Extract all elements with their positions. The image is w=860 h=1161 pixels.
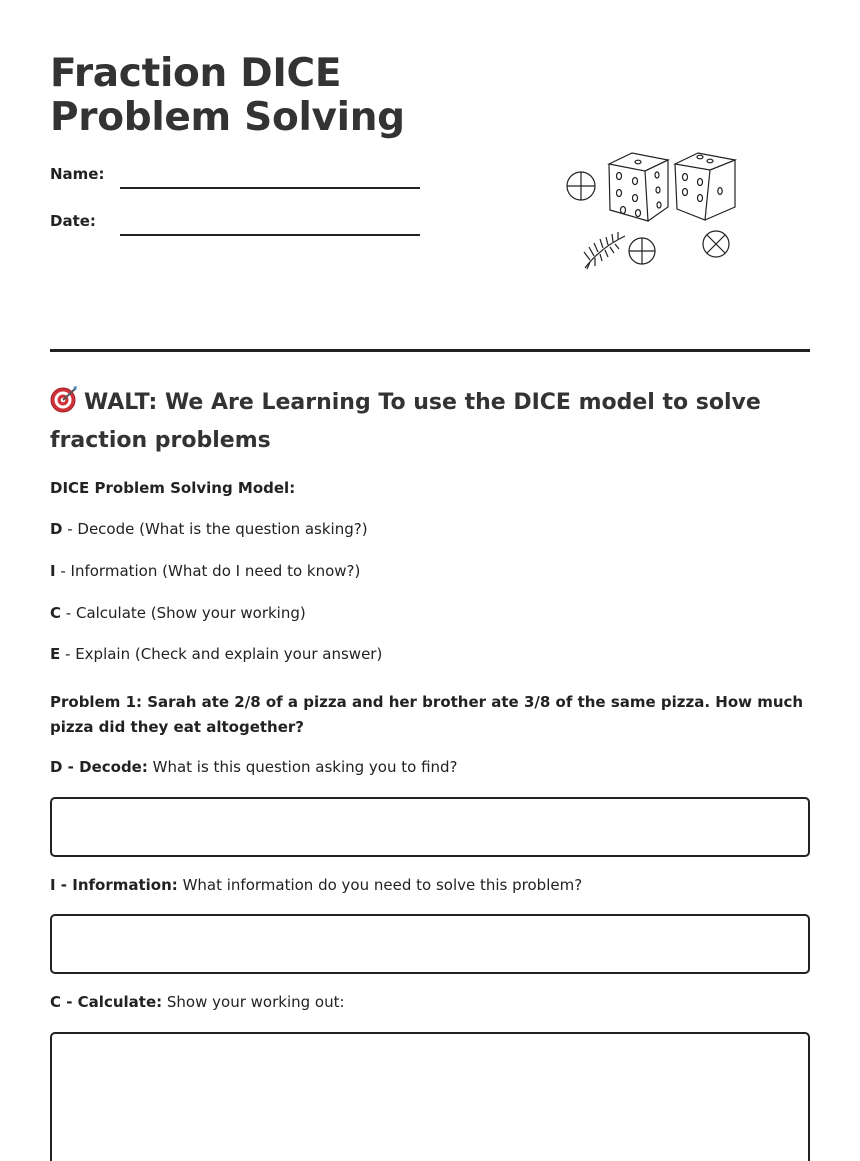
target-dart-icon: [50, 385, 78, 413]
dice-step-decode: [50, 520, 368, 538]
walt-heading: [50, 384, 810, 460]
dice-step-text: - Calculate (Show your working): [61, 604, 306, 622]
dice-step-letter: D: [50, 520, 63, 538]
decode-answer-box[interactable]: [50, 797, 810, 857]
section-divider: [50, 349, 810, 352]
die-icon: [675, 153, 735, 220]
information-prompt: [50, 876, 582, 894]
decode-prompt: [50, 758, 458, 776]
dice-step-text: - Information (What do I need to know?): [55, 562, 361, 580]
calculate-prompt: [50, 993, 345, 1011]
dice-step-calculate: [50, 604, 306, 622]
dice-step-letter: C: [50, 604, 62, 622]
date-field-row: [50, 209, 430, 239]
dice-step-text: - Explain (Check and explain your answer): [60, 645, 383, 663]
name-input-line[interactable]: [120, 187, 420, 189]
worksheet-title: Fraction DICE Problem Solving: [50, 51, 405, 140]
decode-question: What is this question asking you to find?: [147, 758, 458, 776]
dice-illustration: [560, 148, 745, 278]
dice-step-letter: E: [50, 645, 61, 663]
crossed-circle-icon: [703, 231, 729, 257]
die-icon: [609, 153, 668, 221]
dice-step-explain: [50, 645, 382, 663]
dice-step-letter: I: [50, 562, 56, 580]
fern-leaf-icon: [584, 232, 625, 269]
calculate-answer-box[interactable]: [50, 1032, 810, 1161]
decode-label: D - Decode:: [50, 758, 148, 776]
problem-1-statement: Problem 1: Sarah ate 2/8 of a pizza and her brother ate 3/8 of the same pizza. How much pizza did they eat altogether?: [50, 693, 804, 736]
dice-step-information: [50, 562, 360, 580]
information-question: What information do you need to solve this problem?: [177, 876, 583, 894]
information-label: I - Information:: [50, 876, 178, 894]
crossed-circle-icon: [629, 238, 655, 264]
dice-step-text: - Decode (What is the question asking?): [62, 520, 368, 538]
crossed-circle-icon: [567, 172, 595, 200]
calculate-question: Show your working out:: [162, 993, 345, 1011]
name-field-row: [50, 162, 430, 192]
calculate-label: C - Calculate:: [50, 993, 163, 1011]
information-answer-box[interactable]: [50, 914, 810, 974]
date-input-line[interactable]: [120, 234, 420, 236]
walt-text: WALT: We Are Learning To use the DICE model to solve fraction problems: [50, 390, 761, 453]
name-label: Name:: [50, 165, 105, 183]
dice-model-title: DICE Problem Solving Model:: [50, 479, 296, 497]
date-label: Date:: [50, 212, 96, 230]
